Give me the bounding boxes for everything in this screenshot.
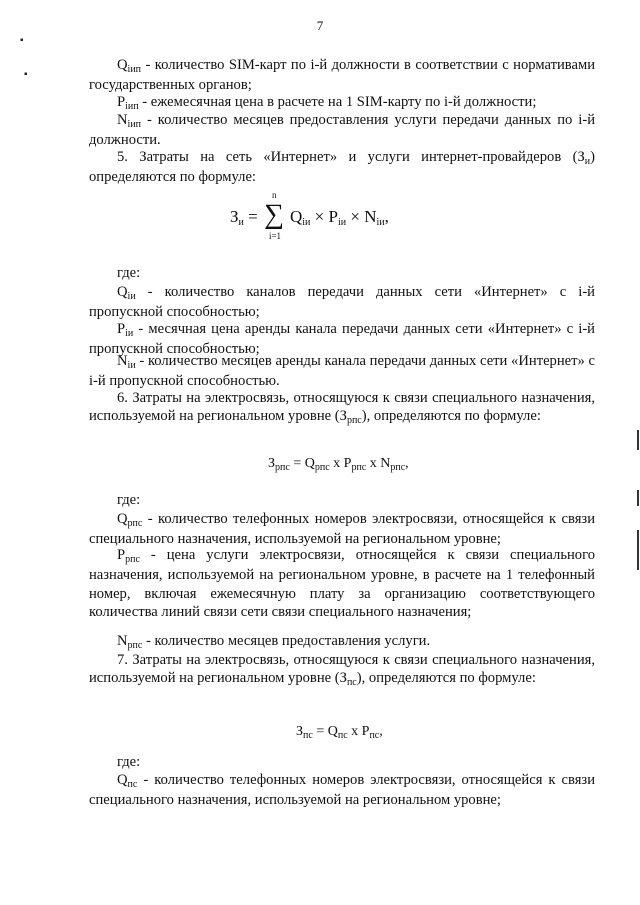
definition-qps: $Q_{пс}$ - количество телефонных номеров электросвязи, относящейся к связи специального назначения, используемой на региональном уровне; — [89, 772, 595, 809]
where-label: где: — [117, 492, 141, 508]
definition-niip: $N_{iип}$ - количество месяцев предоставления услуги передачи данных по i-й должности. — [89, 112, 595, 149]
where-label: где: — [117, 754, 141, 770]
definition-pii: $P_{iи}$ - месячная цена аренды канала передачи данных сети «Интернет» с i-й пропускной способностью; — [89, 321, 595, 358]
paragraph-7: 7. Затраты на электросвязь, относящуюся к связи специального назначения, используемой на региональном уровне $(З_{пс})$, определяются по формуле: — [89, 652, 595, 689]
page-number: 7 — [316, 18, 324, 33]
where-label: где: — [117, 265, 141, 281]
definition-qii: $Q_{iи}$ - количество каналов передачи данных сети «Интернет» с i-й пропускной способностью; — [89, 284, 595, 321]
scan-edge-mark — [637, 530, 639, 570]
sum-sign: n ∑ i=1 — [263, 190, 284, 241]
definition-nrps: $N_{рпс}$ - количество месяцев предоставления услуги. — [117, 633, 431, 651]
scan-mark: ▪ — [24, 69, 28, 80]
scan-mark: ▪ — [20, 35, 24, 46]
scan-edge-mark — [637, 490, 639, 506]
definition-nii: $N_{iи}$ - количество месяцев аренды канала передачи данных сети «Интернет» с i-й пропускной способностью. — [89, 353, 595, 390]
definition-prps: $P_{рпс}$ - цена услуги электросвязи, относящейся к связи специального назначения, используемой на региональном уровне, в расчете на 1 телефонный номер, включая ежемесячную плату за организацию соответствующего количества линий связи сети связи специального назначения; — [89, 547, 595, 621]
definition-qiip: $Q_{iип}$ - количество SIM-карт по i-й должности в соответствии с нормативами государственных органов; — [89, 57, 595, 94]
scan-edge-mark — [637, 430, 639, 450]
formula-internet: Зи = n ∑ i=1 Qiи × Piи × Niи, — [230, 190, 389, 241]
formula-special: $З_{пс} = Q_{пс}$ x $P_{пс}$, — [296, 724, 383, 741]
definition-qrps: $Q_{рпс}$ - количество телефонных номеров электросвязи, относящейся к связи специального назначения, используемой на региональном уровне; — [89, 511, 595, 548]
definition-piip: $P_{iип}$ - ежемесячная цена в расчете на 1 SIM-карту по i-й должности; — [117, 94, 537, 112]
paragraph-6: 6. Затраты на электросвязь, относящуюся к связи специального назначения, используемой на региональном уровне $(З_{рпс})$, определяются по формуле: — [89, 390, 595, 427]
paragraph-5: 5. Затраты на сеть «Интернет» и услуги интернет-провайдеров $(З_и)$ определяются по формуле: — [89, 149, 595, 186]
formula-special-regional: $З_{рпс} = Q_{рпс}$ x $P_{рпс}$ x $N_{рпс}$, — [268, 456, 409, 473]
